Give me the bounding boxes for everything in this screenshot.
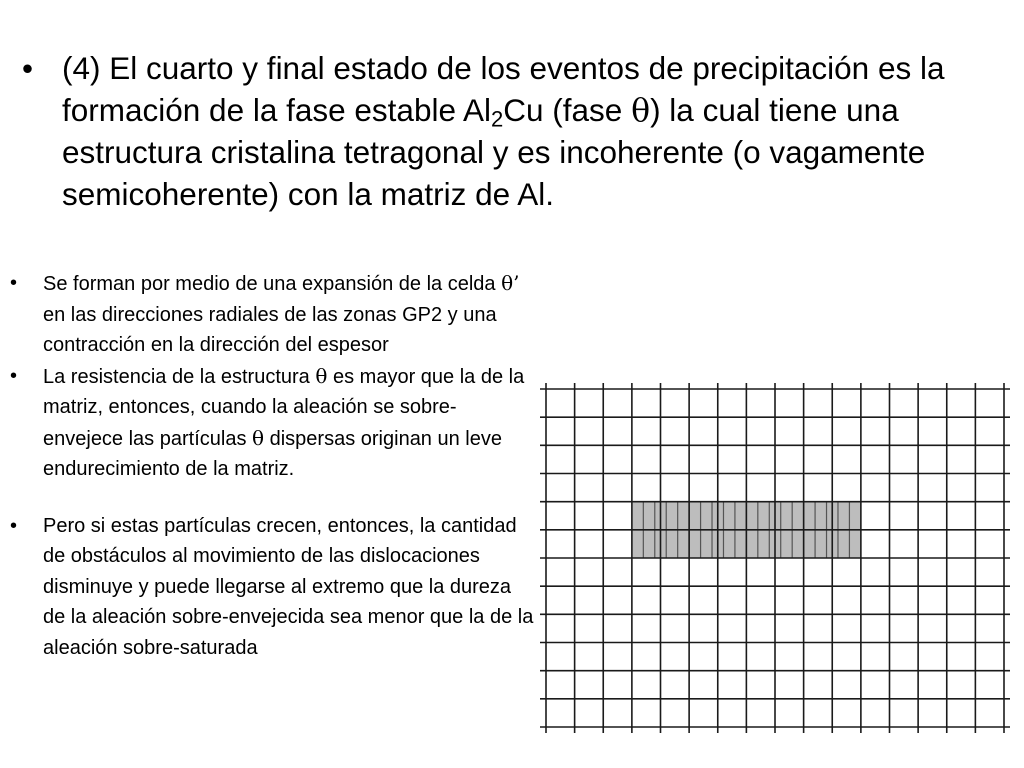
bullet-marker: • bbox=[10, 514, 18, 537]
subscript-two: 2 bbox=[491, 106, 504, 131]
sub-bullet-item bbox=[10, 511, 535, 664]
lattice-grid-diagram bbox=[540, 383, 1010, 733]
sub-point-text: es mayor que la de la matriz, entonces, cuando la aleación se sobre-envejece las partículas bbox=[43, 365, 525, 450]
bullet-marker: • bbox=[22, 50, 34, 86]
sub-point-text: dispersas originan un leve endurecimiento de la matriz. bbox=[43, 427, 502, 480]
matrix-grid bbox=[540, 383, 1010, 733]
sub-bullet-list bbox=[10, 268, 535, 663]
sub-bullet-item bbox=[10, 361, 535, 485]
main-point-part3: ) la cual tiene una estructura cristalina tetragonal y es incoherente (o vagamente semicoherente) con la matriz de Al. bbox=[62, 91, 926, 212]
bullet-marker: • bbox=[10, 272, 18, 294]
theta-prime-symbol: θ’ bbox=[501, 271, 520, 295]
bullet-marker: • bbox=[10, 364, 18, 387]
main-point-text bbox=[62, 48, 1017, 215]
sub-point-text: La resistencia de la estructura bbox=[43, 365, 316, 388]
main-bullet-point bbox=[22, 48, 1017, 215]
sub-point-text: Pero si estas partículas crecen, entonces, la cantidad de obstáculos al movimiento de las dislocaciones disminuye y puede llegarse al extremo que la dureza de la aleación sobre-envejecida sea menor que la de la aleación sobre-saturada bbox=[43, 514, 534, 659]
main-point-part2: Cu (fase bbox=[503, 91, 632, 128]
sub-bullet-item bbox=[10, 268, 535, 361]
theta-symbol: θ bbox=[252, 425, 265, 450]
sub-point-text: en las direcciones radiales de las zonas GP2 y una contracción en la dirección del espesor bbox=[43, 303, 497, 356]
theta-symbol: θ bbox=[315, 363, 328, 388]
sub-point-text: Se forman por medio de una expansión de la celda bbox=[43, 273, 502, 295]
main-point-part1: (4) El cuarto y final estado de los eventos de precipitación es la formación de la fase estable Al bbox=[62, 50, 945, 128]
theta-symbol: θ bbox=[631, 92, 651, 129]
